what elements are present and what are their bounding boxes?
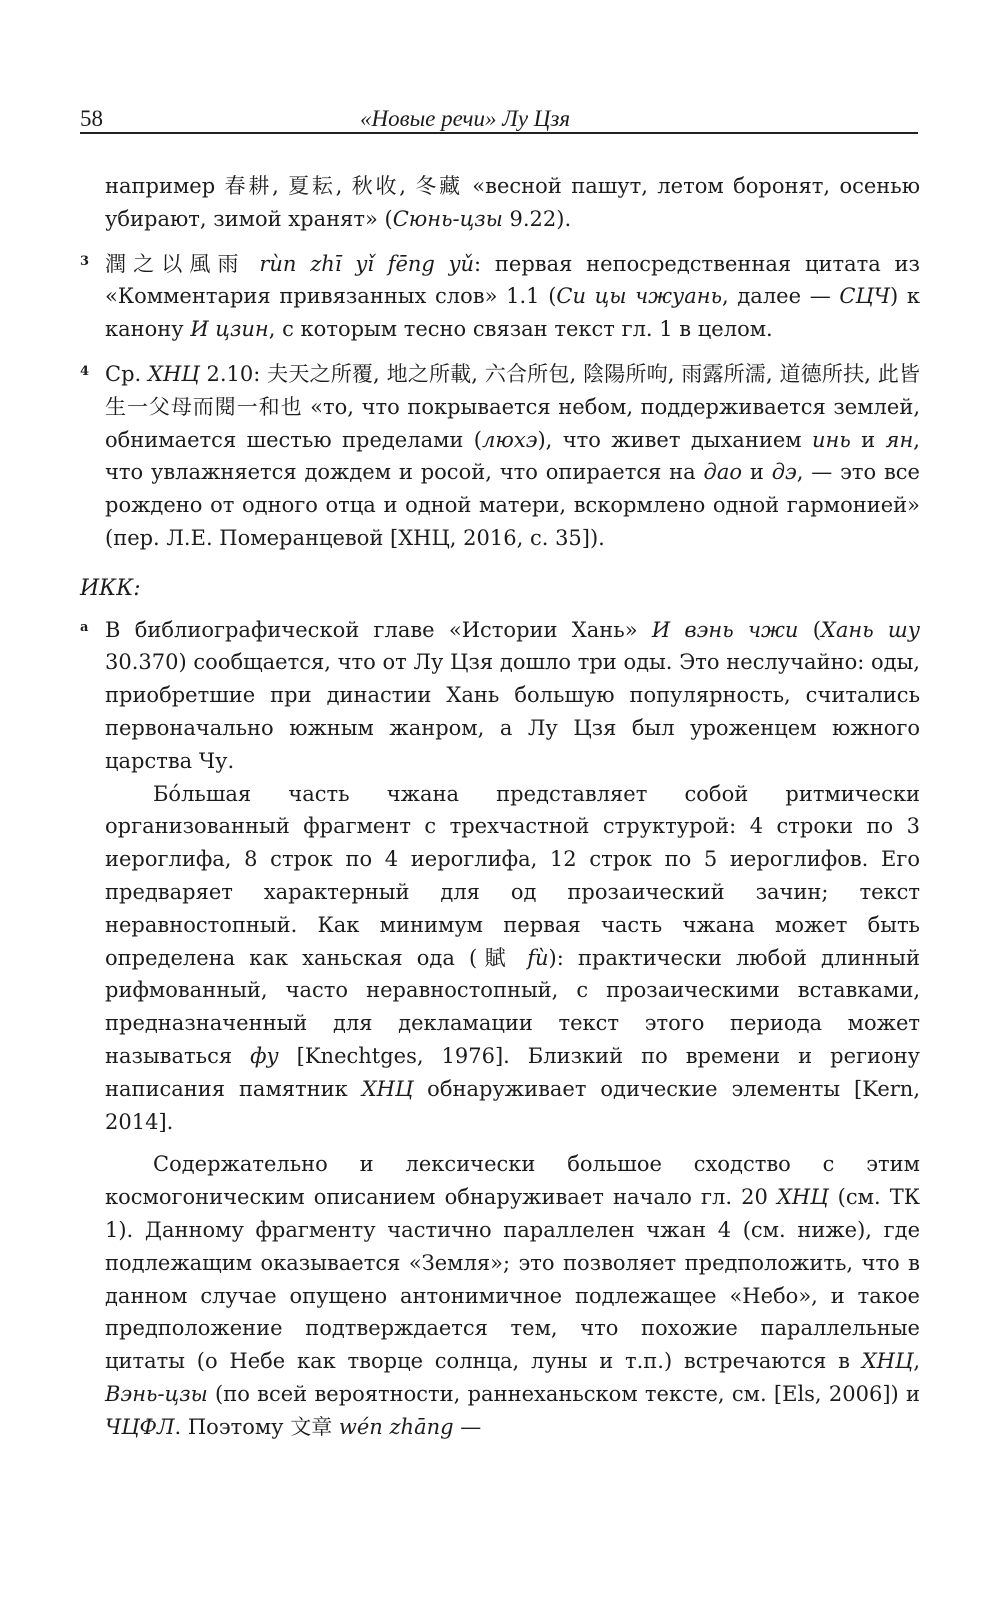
- footnote-marker: 3: [80, 253, 90, 269]
- commentary-marker: a: [80, 619, 89, 635]
- page-body: [80, 170, 920, 1443]
- commentary-note-a: a В библиографической главе «Истории Хань» И вэнь чжи (Хань шу 30.370) сообщается, что от Лу Цзя дошло три оды. Это неслучайно: оды, приобретшие при династии Хань большую популярность, считались первоначально южным жанром, а Лу Цзя был уроженцем южного царства Чу.: [80, 614, 920, 778]
- body-paragraph-2: Содержательно и лексически большое сходство с этим космогоническим описанием обнаруживает начало гл. 20 ХНЦ (см. ТК 1). Данному фрагменту частично параллелен чжан 4 (см. ниже), где подлежащим оказывается «Земля»; это позволяет предположить, что в данном случае опущено антонимичное подлежащее «Небо», и такое предположение подтверждается тем, что похожие параллельные цитаты (о Небе как творце солнца, луны и т.п.) встречаются в ХНЦ, Вэнь-цзы (по всей вероятности, раннеханьском тексте, см. [Els, 2006]) и ЧЦФЛ. Поэтому 文章 wén zhāng —: [105, 1152, 920, 1439]
- section-label-ikk: ИКК:: [80, 575, 141, 601]
- running-title: «Новые речи» Лу Цзя: [360, 106, 571, 131]
- continuation-paragraph: например 春耕, 夏耘, 秋收, 冬藏 «весной пашут, летом боронят, осенью убирают, зимой хранят» (Сюнь-цзы 9.22).: [105, 174, 920, 231]
- footnote-marker: 4: [80, 363, 90, 379]
- page-number: 58: [80, 106, 103, 131]
- body-paragraph-1: Бóльшая часть чжана представляет собой ритмически организованный фрагмент с трехчастной структурой: 4 строки по 3 иероглифа, 8 строк по 4 иероглифа, 12 строк по 5 иероглифов. Его предваряет характерный для од прозаический зачин; текст неравностопный. Как минимум первая часть чжана может быть определена как ханьская ода (賦 fù): практически любой длинный рифмованный, часто неравностопный, с прозаическими вставками, предназначенный для декламации текст этого периода может называться фу [Knechtges, 1976]. Близкий по времени и региону написания памятник ХНЦ обнаруживает одические элементы [Kern, 2014].: [105, 781, 920, 1134]
- page-header: [80, 92, 918, 134]
- footnote-4: 4 Ср. ХНЦ 2.10: 夫天之所覆, 地之所載, 六合所包, 陰陽所呴, 雨露所濡, 道德所扶, 此皆生一父母而閱一和也 «то, что покрывается небом, поддерживается землей, обнимается шестью пределами (люхэ), что живет дыханием инь и ян, что увлажняется дождем и росой, что опирается на дао и дэ, — это все рождено от одного отца и одной матери, вскормлено одной гармонией» (пер. Л.Е. Померанцевой [ХНЦ, 2016, с. 35]).: [80, 358, 920, 555]
- footnote-3: 3 潤之以風雨 rùn zhī yǐ fēng yǔ: первая непосредственная цитата из «Комментария привязанных слов» 1.1 (Си цы чжуань, далее — СЦЧ) к канону И цзин, с которым тесно связан текст гл. 1 в целом.: [80, 248, 920, 346]
